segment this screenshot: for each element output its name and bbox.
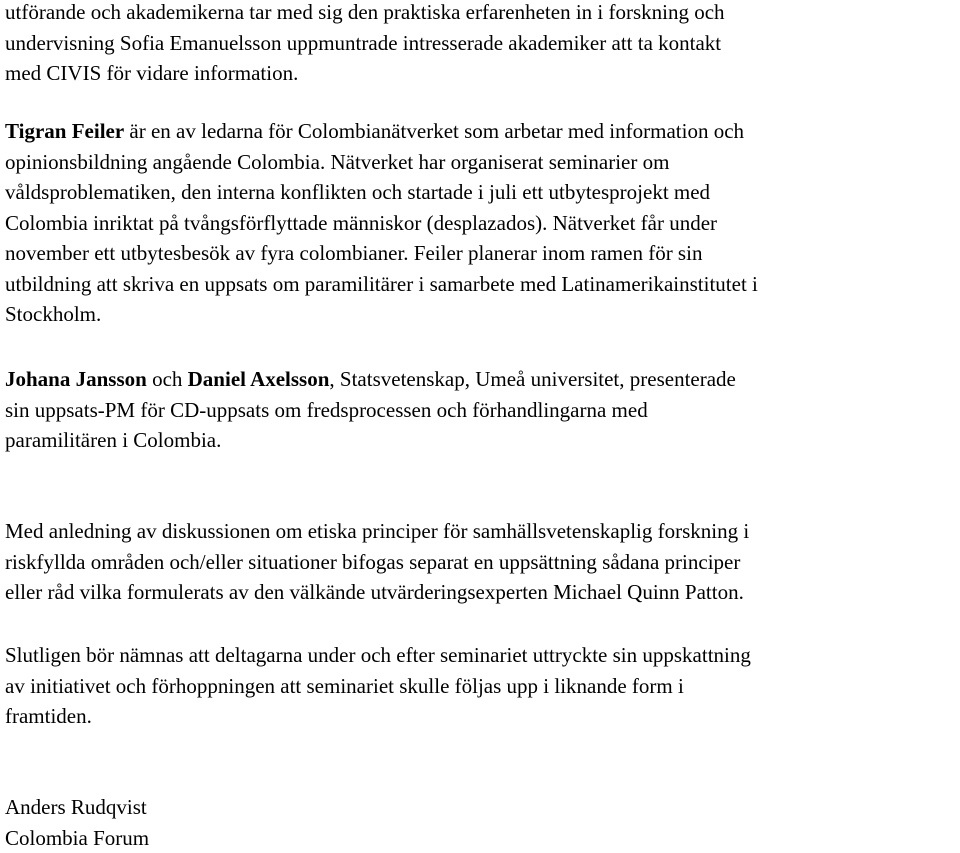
paragraph-jansson-axelsson — [5, 364, 736, 456]
person-name-daniel-axelsson: Daniel Axelsson — [187, 367, 330, 391]
person-name-tigran-feiler: Tigran Feiler — [5, 119, 125, 143]
signature-organization: Colombia Forum — [5, 825, 150, 850]
paragraph-tigran-feiler — [5, 116, 758, 330]
paragraph-text: , Statsvetenskap, Umeå universitet, presenterade sin uppsats-PM för CD-uppsats om fredsprocessen och förhandlingarna med paramilitären i Colombia. — [5, 367, 736, 452]
signature-name: Anders Rudqvist — [5, 795, 147, 819]
paragraph-civis: utförande och akademikerna tar med sig den praktiska erfarenheten in i forskning och undervisning Sofia Emanuelsson uppmuntrade intresserade akademiker att ta kontakt med CIVIS för vidare information. — [5, 0, 725, 85]
connector-text: och — [146, 367, 188, 391]
paragraph-closing: Slutligen bör nämnas att deltagarna under och efter seminariet uttryckte sin uppskattning av initiativet och förhoppningen att seminariet skulle följas upp i liknande form i framtiden. — [5, 643, 751, 728]
paragraph-text: är en av ledarna för Colombianätverket som arbetar med information och opinionsbildning angående Colombia. Nätverket har organiserat seminarier om våldsproblematiken, den interna konflikten och startade i juli ett utbytesprojekt med Colombia inriktat på tvångsförflyttade människor (desplazados). Nätverket får under november ett utbytesbesök av fyra colombianer. Feiler planerar inom ramen för sin utbildning att skriva en uppsats om paramilitärer i samarbete med Latinamerikainstitutet i Stockholm. — [5, 119, 758, 326]
person-name-johana-jansson: Johana Jansson — [5, 367, 147, 391]
signature-block — [5, 792, 149, 853]
paragraph-ethics: Med anledning av diskussionen om etiska principer för samhällsvetenskaplig forskning i riskfyllda områden och/eller situationer bifogas separat en uppsättning sådana principer eller råd vilka formulerats av den välkände utvärderingsexperten Michael Quinn Patton. — [5, 519, 750, 604]
